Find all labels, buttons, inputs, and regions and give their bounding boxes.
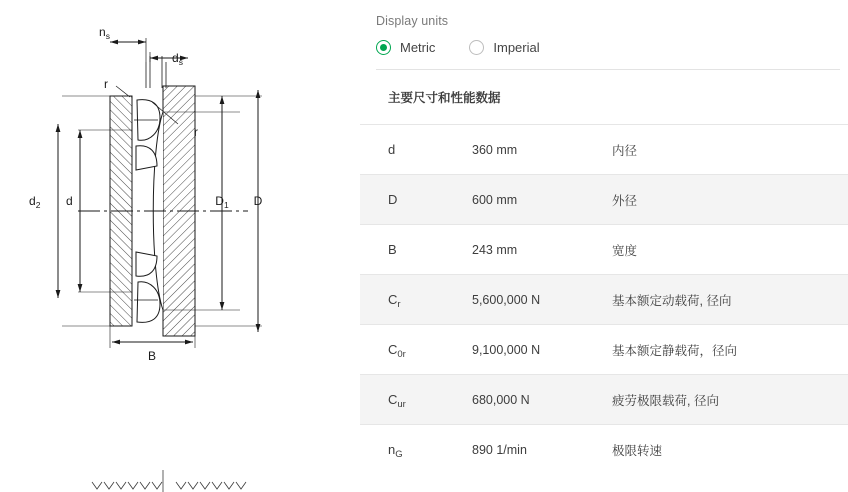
label-d: d xyxy=(66,194,73,208)
row-description: 极限转速 xyxy=(610,425,848,475)
row-value: 600 mm xyxy=(472,175,610,225)
row-value: 890 1/min xyxy=(472,425,610,475)
row-symbol: $n_G$ xyxy=(388,442,403,461)
row-symbol: $C_{ur}$ xyxy=(388,392,406,410)
specifications-pane xyxy=(360,0,848,492)
row-value: 9,100,000 N xyxy=(472,325,610,375)
table-row xyxy=(360,175,848,225)
row-description: 宽度 xyxy=(610,225,848,275)
radio-imperial-label: Imperial xyxy=(493,40,540,55)
label-D: D xyxy=(253,194,263,208)
label-B: B xyxy=(147,349,157,363)
row-value: 5,600,000 N xyxy=(472,275,610,325)
row-description: 内径 xyxy=(610,125,848,175)
label-ns: $n_s$ xyxy=(99,25,110,41)
table-row xyxy=(360,225,848,275)
table-row xyxy=(360,325,848,375)
radio-metric-label: Metric xyxy=(400,40,436,55)
bearing-technical-drawing xyxy=(0,0,360,492)
row-symbol: $C_{0r}$ xyxy=(388,342,406,360)
label-D1: $D_1$ xyxy=(215,194,229,210)
label-ds: $d_s$ xyxy=(172,51,183,67)
label-d2: $d_2$ xyxy=(29,194,41,210)
radio-metric-indicator[interactable] xyxy=(376,40,391,55)
radio-option-imperial[interactable] xyxy=(469,40,539,55)
table-row xyxy=(360,275,848,325)
display-units-label: Display units xyxy=(376,14,449,28)
row-description: 基本额定动载荷, 径向 xyxy=(610,275,848,325)
drawing-svg xyxy=(0,0,360,492)
row-symbol: B xyxy=(388,242,397,257)
row-value: 243 mm xyxy=(472,225,610,275)
row-description: 基本额定静载荷，径向 xyxy=(610,325,848,375)
label-r-top: r xyxy=(104,77,108,91)
row-value: 360 mm xyxy=(472,125,610,175)
row-symbol: $C_r$ xyxy=(388,292,401,310)
table-row xyxy=(360,125,848,175)
table-row xyxy=(360,375,848,425)
row-symbol: d xyxy=(388,142,396,157)
radio-option-metric[interactable] xyxy=(376,40,435,55)
row-symbol: D xyxy=(388,192,398,207)
label-r-inner: r xyxy=(194,125,198,139)
display-units-radio-group[interactable] xyxy=(360,28,848,69)
radio-imperial-indicator[interactable] xyxy=(469,40,484,55)
row-description: 疲劳极限载荷, 径向 xyxy=(610,375,848,425)
section-title: 主要尺寸和性能数据 xyxy=(388,91,501,105)
specifications-table xyxy=(360,124,848,475)
row-description: 外径 xyxy=(610,175,848,225)
row-value: 680,000 N xyxy=(472,375,610,425)
table-row xyxy=(360,425,848,475)
